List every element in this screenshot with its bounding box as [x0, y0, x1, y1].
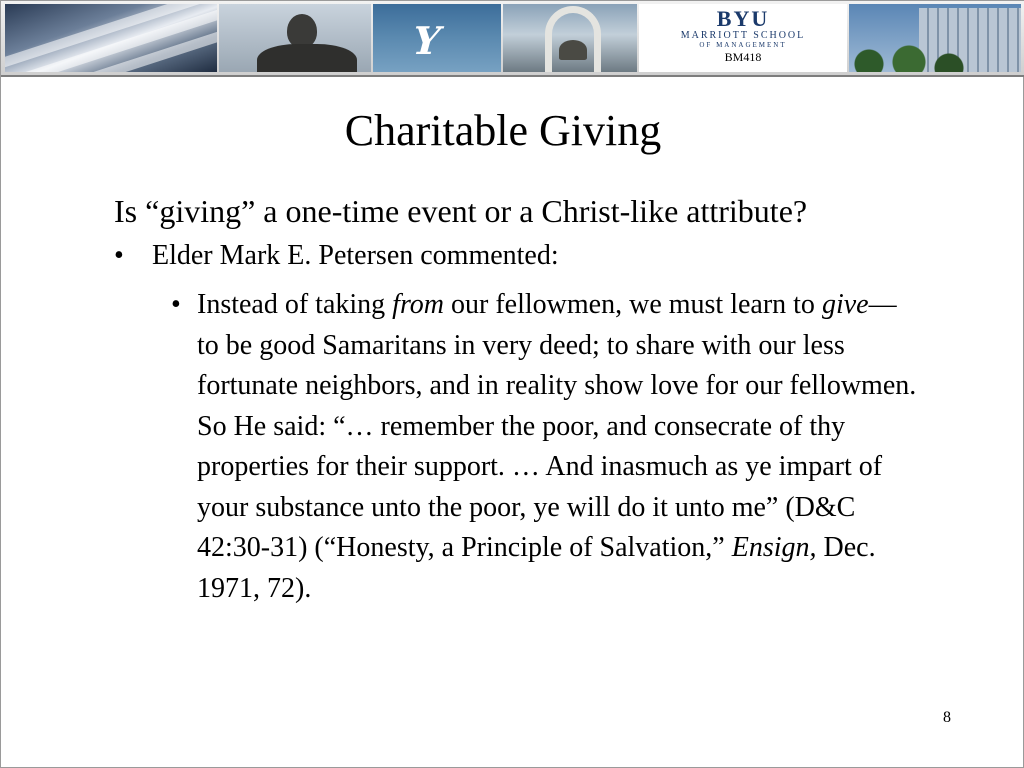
trees — [849, 44, 969, 72]
logo-management: OF MANAGEMENT — [699, 41, 787, 49]
page-number: 8 — [943, 709, 951, 726]
header-banner — [1, 1, 1024, 77]
quote-part: —to be good Samaritans in very deed; to share with our less fortunate neighbors, and in reality show love for our fellowmen. So He said: “… remember the poor, and consecrate of thy properties for their support. … And inasmuch as ye impart of your substance unto the poor, ye will do it unto me” (D&C 42:30-31) (“Honesty, a Principle of Salvation,” — [197, 289, 917, 563]
y-mark: Y — [406, 18, 447, 63]
facade-band — [5, 4, 217, 72]
question-text: Is “giving” a one-time event or a Christ-like attribute? — [114, 193, 808, 229]
bullet-marker: • — [114, 240, 124, 271]
quote-emphasis-ensign: Ensign, — [731, 532, 817, 563]
quote-part: our fellowmen, we must learn to — [444, 289, 822, 320]
course-code: BM418 — [724, 50, 762, 64]
facade-band — [5, 4, 217, 72]
statue-body — [257, 44, 357, 72]
bullet-item — [114, 239, 914, 273]
slide-body — [114, 191, 917, 609]
bullet-text: Elder Mark E. Petersen commented: — [152, 240, 559, 271]
quote-emphasis-give: give — [821, 289, 869, 320]
campus-building-photo — [849, 4, 1021, 72]
bell-tower-photo — [503, 4, 637, 72]
y-mountain-photo — [373, 4, 501, 72]
banner-rule — [1, 75, 1024, 77]
logo-byu: BYU — [716, 6, 770, 31]
statue-head — [287, 14, 317, 48]
building-photo — [5, 4, 217, 72]
sub-bullet-marker: • — [171, 289, 181, 320]
sub-bullet-quote — [159, 285, 917, 609]
slide-title: Charitable Giving — [344, 106, 662, 155]
statue-photo — [219, 4, 371, 72]
quote-part: Instead of taking — [197, 289, 393, 320]
byu-marriott-logo — [639, 4, 847, 72]
bell-icon — [559, 40, 587, 60]
logo-school: MARRIOTT SCHOOL — [680, 30, 806, 41]
quote-part: Dec. 1971, 72). — [197, 532, 876, 604]
bell-arch — [545, 6, 601, 72]
quote-emphasis-from: from — [392, 289, 445, 320]
